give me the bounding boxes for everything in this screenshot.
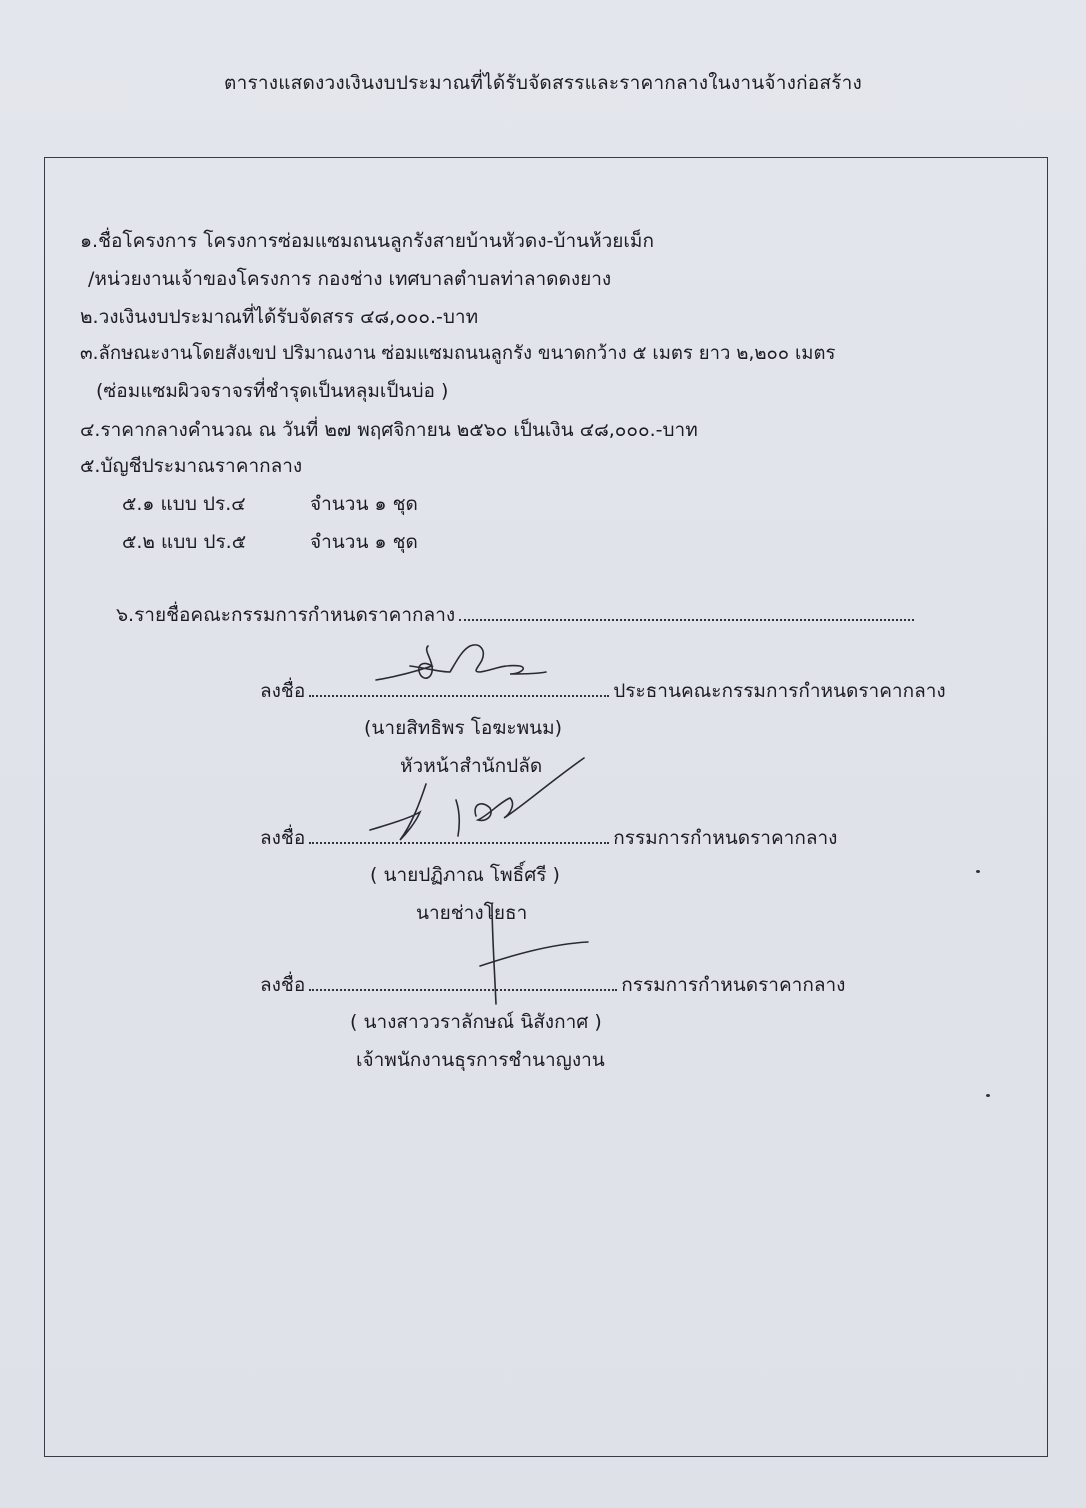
budget-line: ๒.วงเงินงบประมาณที่ได้รับจัดสรร ๔๘,๐๐๐.-บาท [80, 306, 479, 328]
paper-speck [986, 1094, 990, 1097]
dotted-line [459, 618, 914, 621]
signer-position: เจ้าพนักงานธุรการชำนาญงาน [356, 1049, 605, 1071]
project-name-line: ๑.ชื่อโครงการ โครงการซ่อมแซมถนนลูกรังสายบ้านหัวดง-บ้านห้วยเม็ก [80, 230, 654, 252]
sign-label: ลงชื่อ [260, 827, 306, 849]
work-description-line: ๓.ลักษณะงานโดยสังเขป ปริมาณงาน ซ่อมแซมถนนลูกรัง ขนาดกว้าง ๕ เมตร ยาว ๒,๒๐๐ เมตร [80, 343, 836, 364]
dotted-line [309, 988, 617, 991]
price-list-item-label: ๕.๒ แบบ ปร.๕ [122, 531, 247, 553]
signature-line-member-1 [260, 823, 837, 853]
price-list-heading: ๕.บัญชีประมาณราคากลาง [80, 455, 303, 477]
sign-label: ลงชื่อ [260, 680, 306, 702]
price-list-item-label: ๕.๑ แบบ ปร.๔ [122, 493, 246, 515]
work-description-note: (ซ่อมแซมผิวจราจรที่ชำรุดเป็นหลุมเป็นบ่อ ) [96, 380, 449, 402]
signature-line-member-2 [260, 970, 845, 1000]
signer-name: ( นางสาววราลักษณ์ นิสังกาศ ) [350, 1011, 602, 1033]
price-list-item-qty: จำนวน ๑ ชุด [310, 531, 418, 553]
paper-speck [976, 870, 980, 873]
signer-role: กรรมการกำหนดราคากลาง [613, 827, 838, 849]
signer-role: ประธานคณะกรรมการกำหนดราคากลาง [613, 680, 946, 702]
committee-heading-text: ๖.รายชื่อคณะกรรมการกำหนดราคากลาง [116, 604, 456, 626]
dotted-line [309, 694, 609, 697]
document-title: ตารางแสดงวงเงินงบประมาณที่ได้รับจัดสรรและราคากลางในงานจ้างก่อสร้าง [224, 72, 862, 94]
project-owner-line: /หน่วยงานเจ้าของโครงการ กองช่าง เทศบาลตำบลท่าลาดดงยาง [88, 268, 612, 290]
committee-heading [116, 600, 918, 630]
signer-position: หัวหน้าสำนักปลัด [400, 755, 543, 777]
signature-line-chair [260, 676, 946, 706]
signer-name: (นายสิทธิพร โอฆะพนม) [364, 717, 563, 739]
signer-name: ( นายปฏิภาณ โพธิ์ศรี ) [370, 864, 560, 886]
sign-label: ลงชื่อ [260, 974, 306, 996]
dotted-line [309, 841, 609, 844]
median-price-line: ๔.ราคากลางคำนวณ ณ วันที่ ๒๗ พฤศจิกายน ๒๕๖๐ เป็นเงิน ๔๘,๐๐๐.-บาท [80, 419, 698, 441]
signer-position: นายช่างโยธา [416, 902, 528, 924]
signer-role: กรรมการกำหนดราคากลาง [621, 974, 846, 996]
price-list-item-qty: จำนวน ๑ ชุด [310, 493, 418, 515]
